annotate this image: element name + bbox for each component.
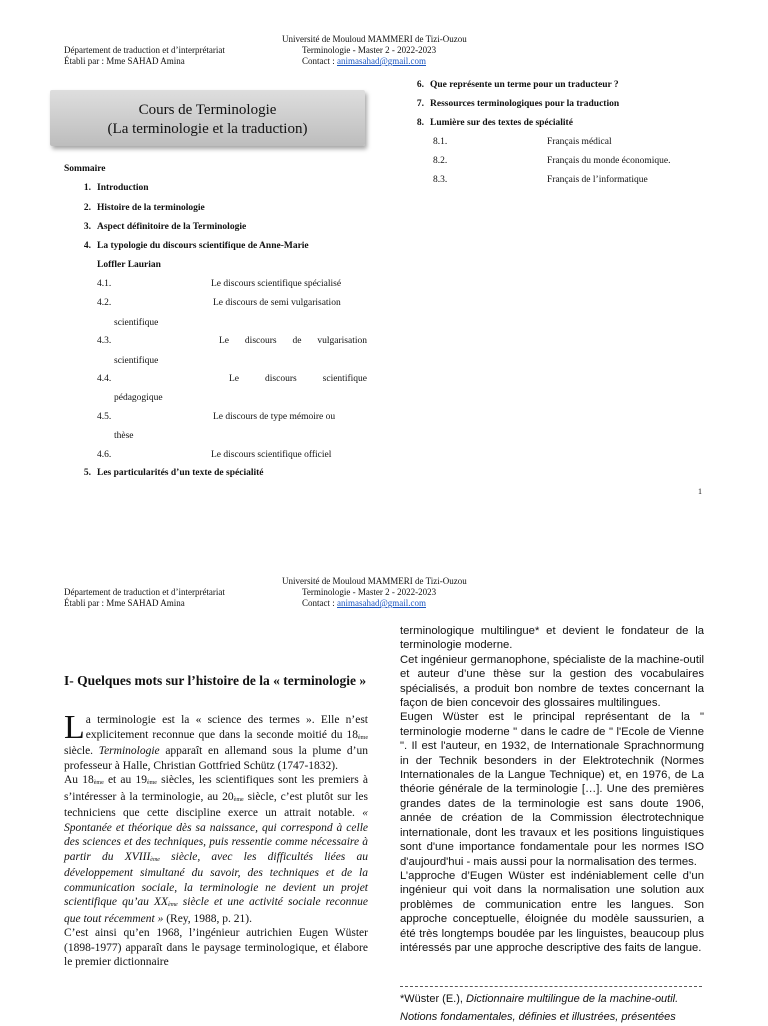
toc-sub-4-3-label: Le discours de vulgarisation [219, 336, 367, 346]
page-number: 1 [698, 487, 702, 496]
toc-item-3: 3. Aspect définitoire de la Terminologie [83, 222, 247, 232]
header-department-p2: Département de traduction et d’interprétariat [64, 587, 225, 597]
toc-item-4: 4. La typologie du discours scientifique de Anne-Marie [83, 241, 309, 251]
sommaire-label: Sommaire [64, 164, 106, 174]
toc-sub-4-5-num: 4.5. [97, 412, 112, 422]
course-title-line2: (La terminologie et la traduction) [107, 121, 308, 137]
toc-sub-4-2-cont: scientifique [114, 318, 159, 328]
toc-sub-4-4-num: 4.4. [97, 374, 112, 384]
header-contact [302, 56, 426, 67]
left-column: La terminologie est la « science des termes ». Elle n’est explicitement reconnue que dans la seconde moitié du 18ème siècle. Terminologie apparaît en allemand sous la plume d’un professeur à Halle, Christian Gottfried Schütz (1747-1832). Au 18ème et au 19ème siècles, les scientifiques sont les premiers à s’intéresser à la terminologie, au 20ème siècle, c’est plutôt sur les techniciens que cette discipline exerce un attrait notable. « Spontanée et théorique dès sa naissance, qui correspond à celle des sciences et des techniques, puis ressentie comme nécessaire à partir du XVIIIème siècle, avec les difficultés liées au développement simultané du savoir, des techniques et de la communication sociale, la terminologie ne devient un projet scientifique qu’au XXème siècle et une activité sociale reconnue que tout récemment » (Rey, 1988, p. 21). C’est ainsi qu’en 1968, l’ingénieur autrichien Eugen Wüster (1898-1977) apparaît dans le paysage terminologique, et élabore le premier dictionnaire [64, 709, 368, 968]
toc-sub-4-5-label: Le discours de type mémoire ou [213, 412, 336, 422]
toc-sub-4-3-cont: scientifique [114, 356, 159, 366]
header-course-line-p2: Terminologie - Master 2 - 2022-2023 [302, 587, 437, 597]
toc-sub-4-2-num: 4.2. [97, 298, 112, 308]
toc-item-5: 5. Les particularités d’un texte de spécialité [83, 468, 264, 478]
header-university-p2: Université de Mouloud MAMMERI de Tizi-Ouzou [282, 576, 467, 586]
contact-email-link-p2[interactable]: animasahad@gmail.com [337, 598, 427, 608]
toc-item-1: 1. Introduction [83, 183, 149, 193]
toc-item-6: 6. Que représente un terme pour un traducteur ? [416, 80, 619, 90]
toc-item-7: 7. Ressources terminologiques pour la traduction [416, 99, 620, 109]
toc-sub-8-3-num: 8.3. [433, 175, 448, 185]
header-course-line: Terminologie - Master 2 - 2022-2023 [302, 45, 437, 55]
toc-sub-4-4-cont: pédagogique [114, 393, 163, 403]
dropcap-letter: L [64, 709, 85, 746]
toc-sub-4-1-label: Le discours scientifique spécialisé [211, 279, 342, 289]
toc-sub-8-3-label: Français de l’informatique [547, 175, 648, 185]
footnote: *Wüster (E.), Dictionnaire multilingue de la machine-outil. Notions fondamentales, définies et illustrées, présentées [400, 993, 679, 1023]
toc-sub-4-1-num: 4.1. [97, 279, 112, 289]
toc-sub-4-4-label: Le discours scientifique [229, 374, 367, 384]
toc-sub-4-3-num: 4.3. [97, 336, 112, 346]
header-author-p2: Établi par : Mme SAHAD Amina [64, 598, 185, 608]
header-contact-p2 [302, 598, 426, 609]
toc-item-2: 2. Histoire de la terminologie [83, 203, 205, 213]
contact-label-p2: Contact : [302, 598, 335, 608]
header-author: Établi par : Mme SAHAD Amina [64, 56, 185, 66]
header-university: Université de Mouloud MAMMERI de Tizi-Ouzou [282, 34, 467, 44]
header-department: Département de traduction et d’interprétariat [64, 45, 225, 55]
toc-item-4-cont: Loffler Laurian [97, 260, 161, 270]
footnote-separator [400, 986, 702, 987]
right-column: terminologique multilingue* et devient le fondateur de la terminologie moderne. Cet ingénieur germanophone, spécialiste de la machine-outil et auteur d’une thèse sur la gestion des vocabulaires spécialisés, a produit bon nombre de textes concernant la façon de bien concevoir des glossaires multilingues. Eugen Wüster est le principal représentant de la " terminologie moderne " dans le cadre de " l'Ecole de Vienne ". Il est l'auteur, en 1932, de Internationale Sprachnormung in der Technik besonders in der Elektrotechnik (Normes Internationales de la Langue Technique) et, en 1976, de La théorie générale de la terminologie […]. Une des premières grandes dates de la terminologie est sans doute 1906, année de création de la Commission électrotechnique internationale, dont les travaux et les positions linguistiques sont d'une importance fondamentale pour les normes ISO d'aujourd'hui - mais aussi pour la normalisation des termes. L’approche d’Eugen Wüster est indéniablement celle d’un ingénieur qui voit dans la normalisation une solution aux problèmes de communication entre les langues. Son approche conceptuelle, éloignée du modèle saussurien, a été très longtemps boudée par les linguistes, beaucoup plus intéressés par une approche descriptive des faits de langue. [400, 625, 704, 954]
course-title-box [50, 90, 365, 146]
contact-email-link[interactable]: animasahad@gmail.com [337, 56, 427, 66]
toc-sub-8-1-num: 8.1. [433, 137, 448, 147]
footnote-marker[interactable]: * [534, 625, 540, 637]
toc-sub-4-5-cont: thèse [114, 431, 134, 441]
toc-sub-8-2-label: Français du monde économique. [547, 156, 671, 166]
toc-sub-8-2-num: 8.2. [433, 156, 448, 166]
toc-sub-4-6-num: 4.6. [97, 450, 112, 460]
toc-sub-8-1-label: Français médical [547, 137, 612, 147]
section-heading: I- Quelques mots sur l’histoire de la « terminologie » [64, 673, 367, 688]
toc-item-8: 8. Lumière sur des textes de spécialité [416, 118, 573, 128]
course-title-line1: Cours de Terminologie [138, 102, 277, 118]
toc-sub-4-6-label: Le discours scientifique officiel [211, 450, 332, 460]
toc-sub-4-2-label: Le discours de semi vulgarisation [213, 298, 341, 308]
contact-label: Contact : [302, 56, 335, 66]
